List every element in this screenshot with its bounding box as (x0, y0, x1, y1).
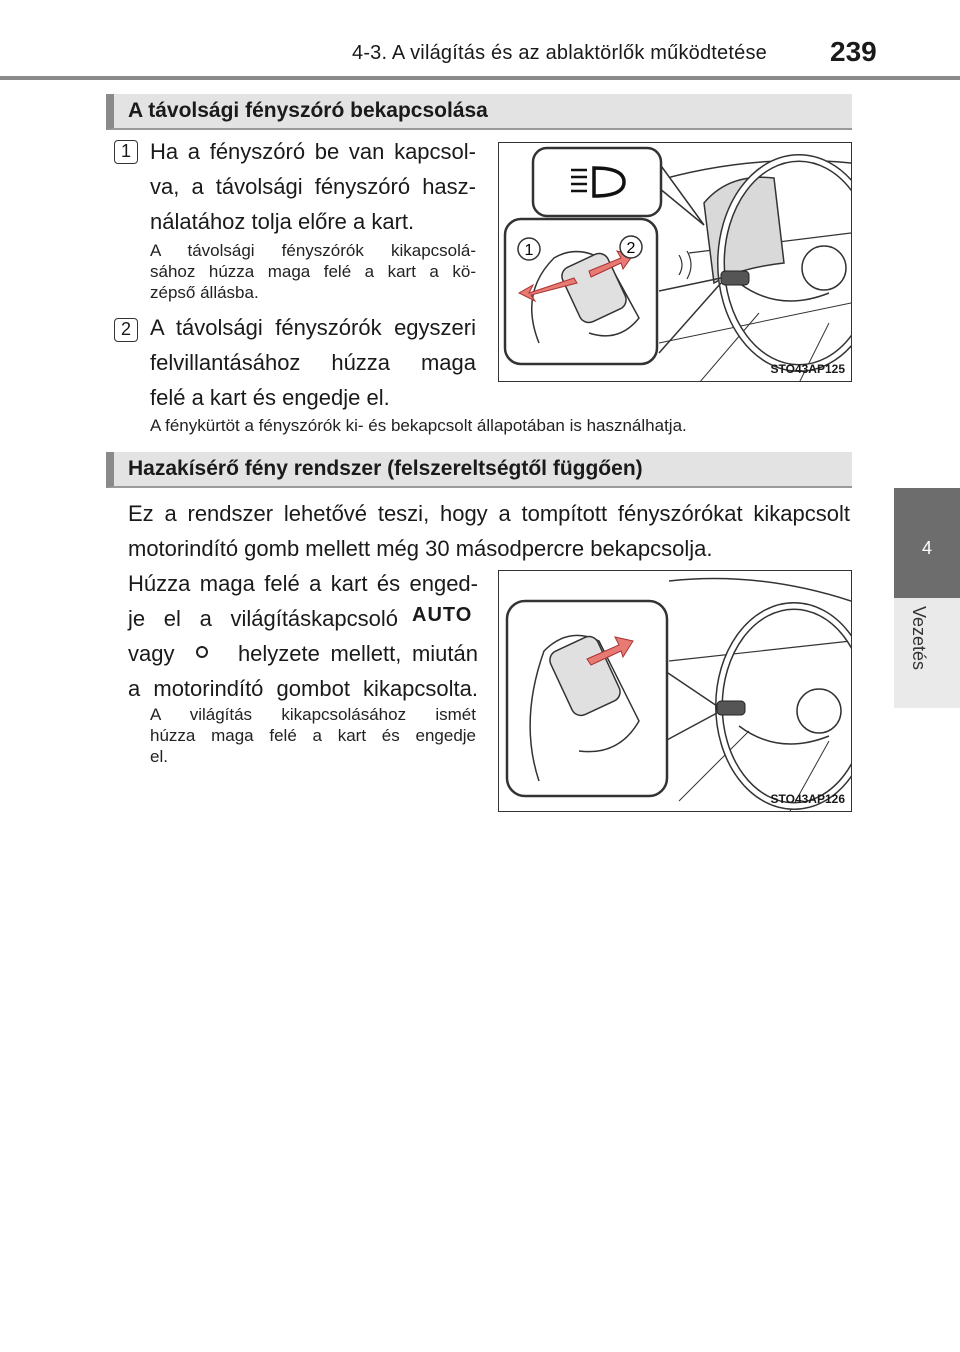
figure-follow-me-home-lever (498, 570, 852, 812)
section2-note (150, 704, 476, 767)
flash-note: A fénykürtöt a fényszórók ki- és bekapcsolt állapotában is használhatja. (150, 416, 687, 435)
step1-text (150, 134, 476, 239)
step2-text (150, 310, 476, 415)
step2-line: felvillantásához húzza maga (150, 350, 476, 375)
step1-line: va, a távolsági fényszóró hasz- (150, 174, 476, 199)
body-line: vagy helyzete mellett, miután (128, 641, 478, 666)
step1-line: Ha a fényszóró be van kapcsol- (150, 139, 476, 164)
chapter-label: Vezetés (909, 606, 929, 671)
section2-note-line: húzza maga felé a kart és engedje (150, 726, 476, 745)
step-badge-2: 2 (114, 318, 138, 342)
intro-line: Ez a rendszer lehetővé teszi, hogy a tompított fényszórókat kikapcsolt (128, 501, 850, 526)
figure-high-beam-lever (498, 142, 852, 382)
chapter-number: 4 (921, 538, 932, 558)
step1-note-line: sához húzza maga felé a kart a kö- (150, 262, 476, 281)
page-header-title: 4-3. A világítás és az ablaktörlők működtetése (352, 42, 767, 64)
section2-intro (128, 496, 850, 566)
body-line: je el a világításkapcsoló (128, 606, 398, 631)
chapter-tab (894, 488, 960, 598)
header-rule (0, 76, 960, 80)
section2-note-line: el. (150, 747, 168, 766)
high-beam-illustration (499, 143, 852, 382)
step1-note-line: A távolsági fényszórók kikapcsolá- (150, 241, 476, 260)
page-number: 239 (830, 36, 877, 67)
callout-1: 1 (524, 242, 534, 259)
section2-note-line: A világítás kikapcsolásához ismét (150, 705, 476, 724)
section-heading-follow-me-home: Hazakísérő fény rendszer (felszereltségtől függően) (106, 452, 852, 488)
step1-note-line: zépső állásba. (150, 283, 259, 302)
section2-body (128, 566, 478, 706)
follow-me-home-illustration (499, 571, 852, 812)
step-badge-1: 1 (114, 140, 138, 164)
step1-note (150, 240, 476, 303)
body-line: a motorindító gombot kikapcsolta. (128, 676, 478, 701)
figure-code: STO43AP125 (770, 362, 845, 376)
step1-line: nálatához tolja előre a kart. (150, 209, 415, 234)
callout-2: 2 (626, 240, 636, 257)
body-line: Húzza maga felé a kart és enged- (128, 571, 478, 596)
step2-line: A távolsági fényszórók egyszeri (150, 315, 476, 340)
step2-line: felé a kart és engedje el. (150, 385, 390, 410)
section-heading-high-beam: A távolsági fényszóró bekapcsolása (106, 94, 852, 130)
intro-line: motorindító gomb mellett még 30 másodpercre bekapcsolja. (128, 536, 713, 561)
auto-symbol-icon: AUTO (412, 604, 473, 626)
chapter-label-strip (894, 598, 960, 708)
small-light-symbol-icon (196, 646, 208, 658)
figure-code: STO43AP126 (770, 792, 845, 806)
